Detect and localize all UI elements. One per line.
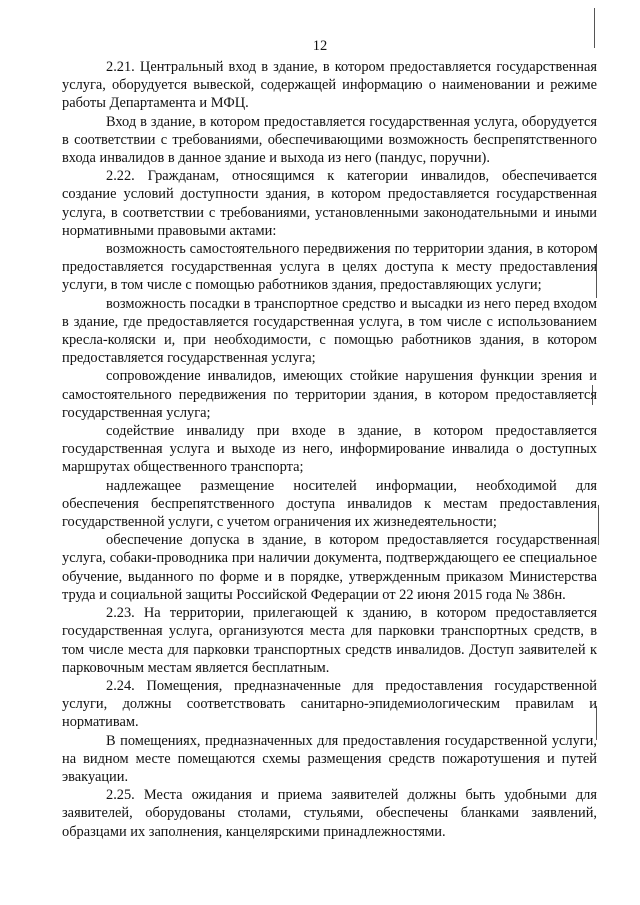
document-body bbox=[62, 58, 597, 841]
list-item-transport-boarding: возможность посадки в транспортное средство и высадки из него перед входом в здание, где предоставляется государственная услуга, в том числе с использованием кресла-коляски и, при необходимости, с помощью работников здания, в котором предоставляется государственная услуга; bbox=[62, 295, 597, 367]
list-item-escort: сопровождение инвалидов, имеющих стойкие нарушения функции зрения и самостоятельного передвижения по территории здания, в котором предоставляется государственная услуга; bbox=[62, 368, 597, 421]
paragraph-2-21: 2.21. Центральный вход в здание, в котором предоставляется государственная услуга, оборудуется вывеской, содержащей информацию о наименовании и режиме работы Департамента и МФЦ. bbox=[62, 59, 597, 112]
paragraph-fire-evacuation: В помещениях, предназначенных для предоставления государственной услуги, на видном месте помещаются схемы размещения средств пожаротушения и путей эвакуации. bbox=[62, 732, 597, 785]
list-item-information-carriers: надлежащее размещение носителей информации, необходимой для обеспечения беспрепятственного доступа инвалидов к местам предоставления государственной услуги, с учетом ограничения их жизнедеятельности; bbox=[62, 477, 597, 531]
paragraph-2-23: 2.23. На территории, прилегающей к зданию, в котором предоставляется государственная услуга, организуются места для парковки транспортных средств, в том числе места для парковки транспортных средств инвалидов. Доступ заявителей к парковочным местам является бесплатным. bbox=[62, 605, 597, 676]
paragraph-2-25: 2.25. Места ожидания и приема заявителей должны быть удобными для заявителей, оборудованы столами, стульями, обеспечены бланками заявлений, образцами их заполнения, канцелярскими принадлежностями. bbox=[62, 787, 597, 840]
scan-artifact-line bbox=[598, 505, 599, 545]
list-item-entry-assistance: содействие инвалиду при входе в здание, в котором предоставляется государственная услуга и выходе из него, информирование инвалида о доступных маршрутах общественного транспорта; bbox=[62, 423, 597, 476]
paragraph-2-22: 2.22. Гражданам, относящимся к категории инвалидов, обеспечивается создание условий доступности здания, в котором предоставляется государственная услуга, в соответствии с требованиями, установленными законодательными и иными нормативными правовыми актами: bbox=[62, 168, 597, 239]
paragraph-entrance-accessibility: Вход в здание, в котором предоставляется государственная услуга, оборудуется в соответствии с требованиями, обеспечивающими возможность беспрепятственного входа инвалидов в данное здание и выхода из него (пандус, поручни). bbox=[62, 113, 597, 167]
list-item-movement: возможность самостоятельного передвижения по территории здания, в котором предоставляется государственная услуга в целях доступа к месту предоставления услуги, в том числе с помощью работников здания, предоставляющих услуги; bbox=[62, 241, 597, 294]
paragraph-2-24: 2.24. Помещения, предназначенные для предоставления государственной услуги, должны соответствовать санитарно-эпидемиологическим правилам и нормативам. bbox=[62, 677, 597, 731]
list-item-guide-dog: обеспечение допуска в здание, в котором предоставляется государственная услуга, собаки-проводника при наличии документа, подтверждающего ее специальное обучение, выданного по форме и в порядке, утвержденным приказом Министерства труда и социальной защиты Российской Федерации от 22 июня 2015 года № 386н. bbox=[62, 532, 597, 603]
page-number: 12 bbox=[312, 38, 328, 54]
